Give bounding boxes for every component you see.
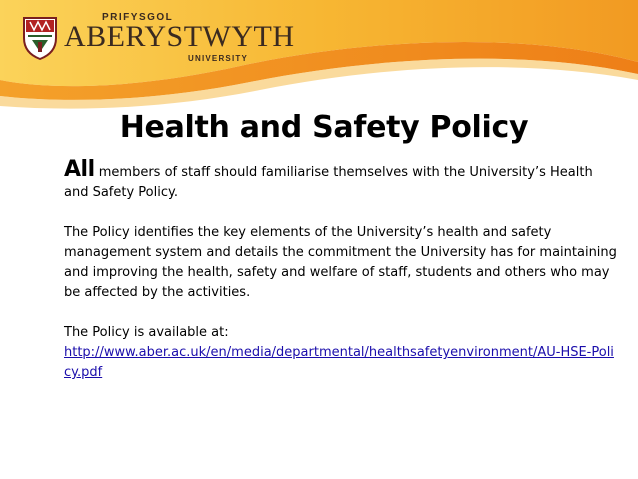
paragraph-availability-label: The Policy is available at: [64, 325, 229, 340]
slide-body [64, 157, 620, 383]
logo-main-text: ABERYSTWYTH [64, 20, 295, 53]
logo-top-text: PRIFYSGOL [102, 12, 174, 23]
university-crest-icon [22, 16, 58, 60]
orange-swoosh-background [0, 0, 638, 110]
paragraph-intro-lead: All [64, 157, 95, 182]
slide-title [0, 110, 638, 145]
slide-title-text: Health and Safety Policy [119, 110, 529, 145]
header-banner [0, 0, 638, 110]
paragraph-intro [64, 157, 620, 203]
paragraph-intro-rest: members of staff should familiarise themselves with the University’s Health and Safety Policy. [64, 165, 593, 200]
logo-bottom-text: UNIVERSITY [188, 54, 249, 63]
policy-link[interactable]: http://www.aber.ac.uk/en/media/departmental/healthsafetyenvironment/AU-HSE-Policy.pdf [64, 345, 614, 380]
paragraph-policy-description: The Policy identifies the key elements of the University’s health and safety management system and details the commitment the University has for maintaining and improving the health, safety and welfare of staff, students and others who may be affected by the activities. [64, 225, 617, 300]
